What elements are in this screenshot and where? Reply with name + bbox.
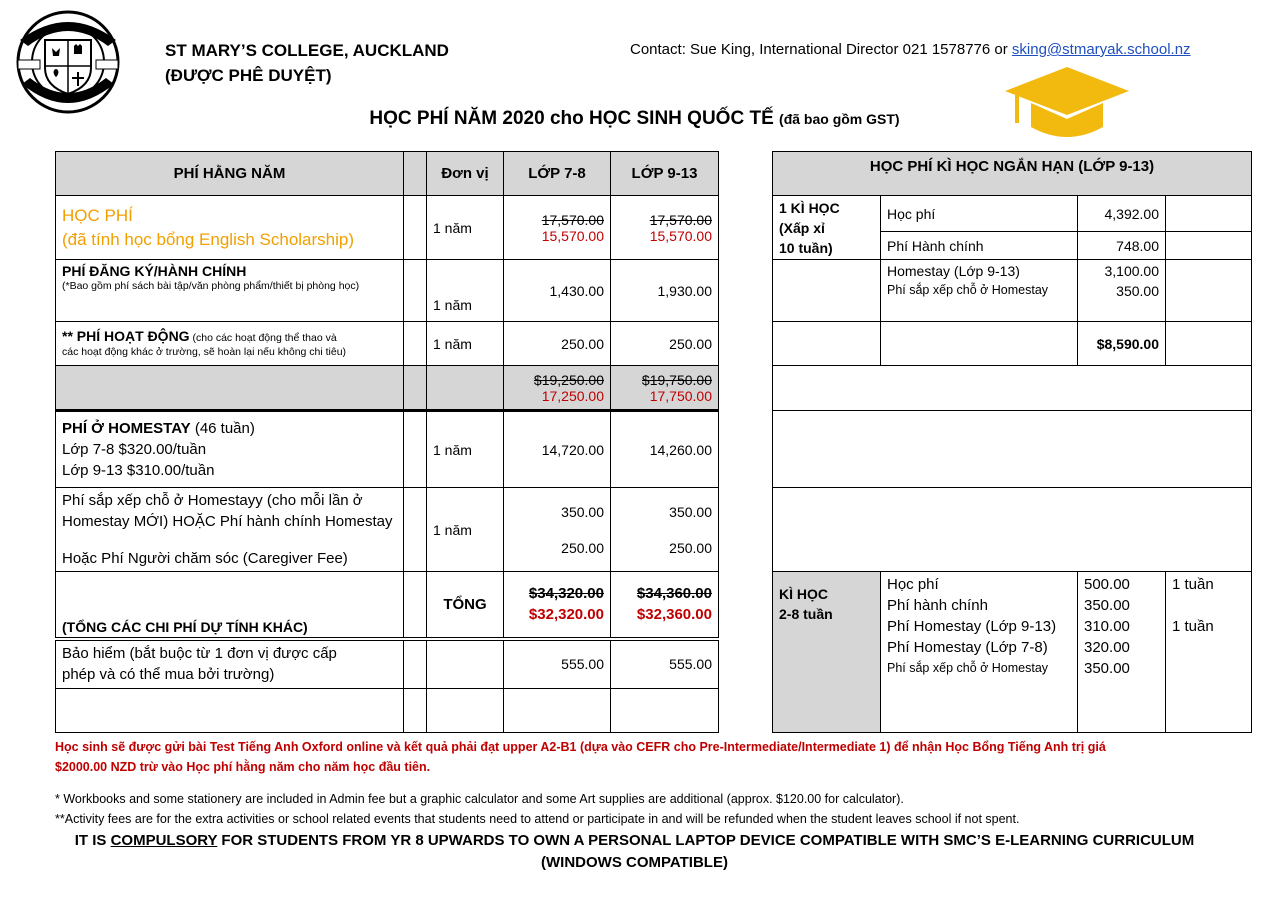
placement-y78: 350.00 <box>561 503 604 520</box>
short-label2: 2-8 tuần <box>779 606 833 622</box>
contact-email-link[interactable]: sking@stmaryak.school.nz <box>1011 41 1191 58</box>
placement-y78-b: 250.00 <box>561 539 604 556</box>
short-item-unit <box>1172 595 1245 616</box>
tuition-y78-new: 15,570.00 <box>541 227 604 244</box>
tuition-sub: (đã tính học bổng English Scholarship) <box>62 229 355 249</box>
homestay-y913: 14,260.00 <box>611 411 719 488</box>
short-item-unit <box>1172 637 1245 658</box>
activity-unit: 1 năm <box>427 322 504 366</box>
short-term-row <box>773 572 1252 733</box>
subtotal-y78-new: 17,250.00 <box>541 387 604 404</box>
scholarship-note: Học sinh sẽ được gửi bài Test Tiếng Anh Oxford online và kết quả phải đạt upper A2-B1 (dựa vào CEFR cho Pre-Intermediate/Intermediate 1) để nhận Học Bổng Tiếng Anh trị giá $2000.00 NZD trừ vào Học phí hằng năm cho năm học đầu tiên. <box>55 740 1106 774</box>
placement-y913-b: 250.00 <box>669 539 712 556</box>
tuition-y78-old: 17,570.00 <box>541 211 604 228</box>
placement-y913: 350.00 <box>669 503 712 520</box>
school-crest-logo <box>12 10 124 114</box>
header-y78: LỚP 7-8 <box>504 152 611 196</box>
homestay-y78: 14,720.00 <box>504 411 611 488</box>
workbooks-note: * Workbooks and some stationery are included in Admin fee but a graphic calculator and some Art supplies are additional (approx. $120.00 for calculator). <box>55 792 904 806</box>
contact-line <box>630 41 1191 58</box>
term-label1: 1 KÌ HỌC <box>779 200 840 216</box>
activity-note-b: các hoạt động khác ở trường, sẽ hoàn lại nếu không chi tiêu) <box>62 345 347 358</box>
term-homestay: 3,100.00 <box>1104 263 1159 279</box>
homestay-line2: Lớp 9-13 $310.00/tuần <box>62 462 215 479</box>
total-y913-old: $34,360.00 <box>636 585 712 603</box>
homestay-label: PHÍ Ở HOMESTAY <box>62 420 191 437</box>
total-y78-old: $34,320.00 <box>528 585 604 603</box>
tuition-label: HỌC PHÍ <box>62 205 133 225</box>
title-note: (đã bao gồm GST) <box>779 111 900 127</box>
short-term-fees-table <box>772 151 1252 733</box>
school-header <box>165 38 449 88</box>
short-item-units <box>1166 572 1252 733</box>
total-unit: TỔNG <box>427 572 504 639</box>
insurance-line1: Bảo hiểm (bắt buộc từ 1 đơn vị được cấp <box>62 645 337 663</box>
short-item-values <box>1078 572 1166 733</box>
insurance-y913: 555.00 <box>611 639 719 689</box>
short-term-header: HỌC PHÍ KÌ HỌC NGẮN HẠN (LỚP 9-13) <box>773 152 1252 196</box>
term-total: $8,590.00 <box>1078 322 1166 366</box>
annual-fees-table <box>55 151 719 733</box>
short-item-value: 310.00 <box>1084 618 1130 635</box>
tuition-row <box>56 196 719 260</box>
short-item-unit: 1 tuần <box>1172 576 1214 593</box>
header-y913: LỚP 9-13 <box>611 152 719 196</box>
short-item-unit <box>1172 658 1245 679</box>
tuition-y913-new: 15,570.00 <box>649 227 712 244</box>
term-admin: 748.00 <box>1078 232 1166 260</box>
placement-row <box>56 488 719 572</box>
activity-row <box>56 322 719 366</box>
graduation-cap-icon <box>1003 65 1131 143</box>
homestay-line1: Lớp 7-8 $320.00/tuần <box>62 441 207 458</box>
subtotal-row <box>56 366 719 411</box>
short-item-value: 350.00 <box>1084 660 1130 677</box>
tuition-y913-old: 17,570.00 <box>649 211 712 228</box>
short-item-value: 320.00 <box>1084 639 1130 656</box>
total-label: (TỔNG CÁC CHI PHÍ DỰ TÍNH KHÁC) <box>56 572 404 639</box>
short-item-labels <box>881 572 1078 733</box>
contact-text: Contact: Sue King, International Director 021 1578776 or <box>630 41 1012 58</box>
homestay-weeks: (46 tuần) <box>190 420 255 437</box>
approved-label: (ĐƯỢC PHÊ DUYỆT) <box>165 66 332 85</box>
tuition-unit: 1 năm <box>427 196 504 260</box>
activity-note: **Activity fees are for the extra activities or school related events that students need to attend or participate in and will be refunded when the student leaves school if not spent. <box>55 812 1020 826</box>
laptop-requirement: IT IS COMPULSORY FOR STUDENTS FROM YR 8 UPWARDS TO OWN A PERSONAL LAPTOP DEVICE COMPATIBLE WITH SMC’S E-LEARNING CURRICULUM (WINDOWS COMPATIBLE) <box>74 832 1195 871</box>
term-label3: 10 tuần) <box>779 240 833 256</box>
admin-note: (*Bao gồm phí sách bài tập/văn phòng phẩm/thiết bị phòng học) <box>62 280 360 292</box>
placement-line1: Phí sắp xếp chỗ ở Homestayy (cho mỗi lần ở <box>62 492 363 509</box>
header-annual: PHÍ HẰNG NĂM <box>56 152 404 196</box>
placement-line2: Homestay MỚI) HOẶC Phí hành chính Homestay <box>62 513 393 530</box>
short-item-label: Học phí <box>887 576 939 593</box>
activity-note-a: (cho các hoạt động thể thao và <box>189 331 337 344</box>
admin-row <box>56 260 719 322</box>
short-label1: KÌ HỌC <box>779 586 828 602</box>
admin-y78: 1,430.00 <box>504 260 611 322</box>
admin-y913: 1,930.00 <box>611 260 719 322</box>
subtotal-y913-new: 17,750.00 <box>649 387 712 404</box>
term-label2: (Xấp xỉ <box>779 220 825 236</box>
activity-y78: 250.00 <box>504 322 611 366</box>
placement-line3: Hoặc Phí Người chăm sóc (Caregiver Fee) <box>62 550 348 567</box>
short-item-label: Phí Homestay (Lớp 7-8) <box>887 639 1048 656</box>
short-item-label: Phí sắp xếp chỗ ở Homestay <box>887 661 1049 675</box>
activity-label: ** PHÍ HOẠT ĐỘNG <box>62 327 190 344</box>
subtotal-y913-old: $19,750.00 <box>641 371 712 388</box>
term-tuition-label: Học phí <box>881 196 1078 232</box>
page-title: HỌC PHÍ NĂM 2020 cho HỌC SINH QUỐC TẾ (đã bao gồm GST) <box>369 108 900 129</box>
short-item-label: Phí hành chính <box>887 597 988 614</box>
header-unit: Đơn vị <box>427 152 504 196</box>
insurance-row <box>56 639 719 689</box>
short-item-unit: 1 tuần <box>1172 618 1214 635</box>
total-row <box>56 572 719 639</box>
term-homestay-label: Homestay (Lớp 9-13) <box>887 263 1020 279</box>
insurance-line2: phép và có thể mua bởi trường) <box>62 666 275 684</box>
short-item-value: 500.00 <box>1084 576 1130 593</box>
term-placement: 350.00 <box>1116 283 1159 299</box>
insurance-y78: 555.00 <box>504 639 611 689</box>
term-admin-label: Phí Hành chính <box>881 232 1078 260</box>
short-item-value: 350.00 <box>1084 597 1130 614</box>
placement-unit: 1 năm <box>427 488 504 572</box>
homestay-row <box>56 411 719 488</box>
term-tuition: 4,392.00 <box>1078 196 1166 232</box>
admin-label: PHÍ ĐĂNG KÝ/HÀNH CHÍNH <box>62 263 247 279</box>
homestay-unit: 1 năm <box>427 411 504 488</box>
admin-unit: 1 năm <box>427 260 504 322</box>
school-name: ST MARY’S COLLEGE, AUCKLAND <box>165 41 449 60</box>
short-item-label: Phí Homestay (Lớp 9-13) <box>887 618 1057 635</box>
subtotal-y78-old: $19,250.00 <box>533 371 604 388</box>
total-y913-new: $32,360.00 <box>636 606 712 624</box>
term-placement-label: Phí sắp xếp chỗ ở Homestay <box>887 283 1049 297</box>
compulsory-word: COMPULSORY <box>110 832 218 849</box>
total-y78-new: $32,320.00 <box>528 606 604 624</box>
activity-y913: 250.00 <box>611 322 719 366</box>
